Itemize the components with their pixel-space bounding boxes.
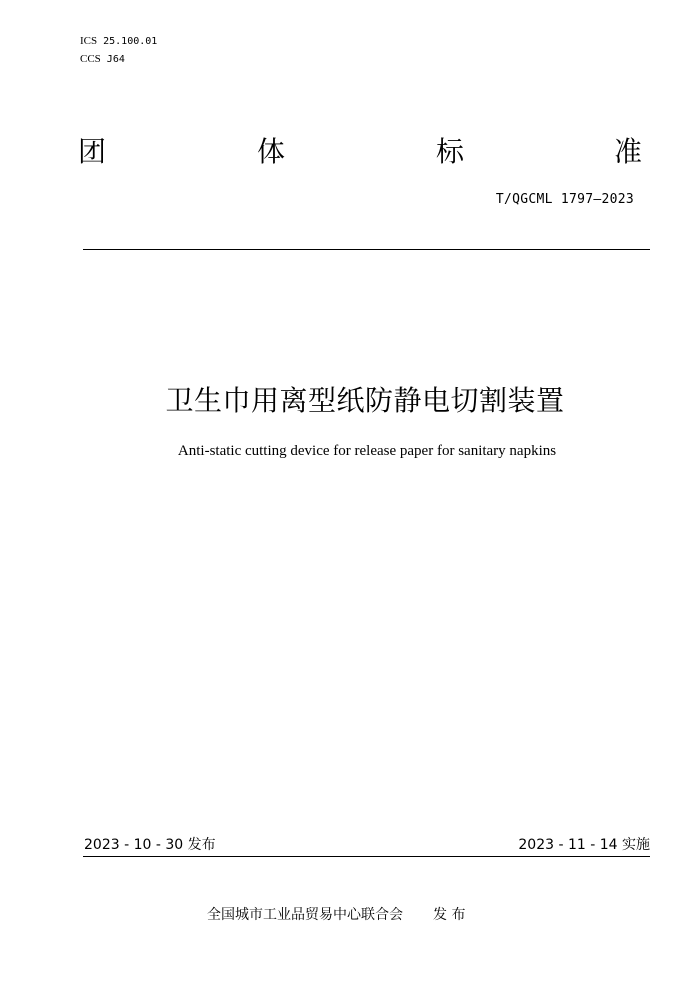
top-divider bbox=[83, 249, 650, 250]
ccs-line bbox=[80, 52, 125, 67]
standard-type-heading bbox=[0, 134, 700, 174]
standard-type-char: 团 bbox=[78, 135, 107, 168]
issuer-name: 全国城市工业品贸易中心联合会 bbox=[207, 907, 403, 923]
implement-date: 2023 - 11 - 14 实施 bbox=[518, 837, 650, 853]
ics-line bbox=[80, 34, 157, 49]
ics-label: ICS bbox=[80, 35, 98, 47]
document-title-en: Anti-static cutting device for release paper for sanitary napkins bbox=[177, 443, 557, 459]
publish-date: 2023 - 10 - 30 发布 bbox=[84, 837, 216, 853]
document-title-zh: 卫生巾用离型纸防静电切割装置 bbox=[165, 384, 565, 417]
standard-type-char: 标 bbox=[436, 135, 465, 168]
bottom-divider bbox=[83, 856, 650, 857]
standard-number: T/QGCML 1797—2023 bbox=[495, 192, 634, 207]
ccs-label: CCS bbox=[80, 53, 101, 65]
ics-code: 25.100.01 bbox=[103, 36, 158, 47]
ccs-code: J64 bbox=[106, 54, 125, 65]
standard-type-char: 体 bbox=[257, 135, 286, 168]
issuer-action: 发 布 bbox=[433, 907, 466, 923]
standard-type-char: 准 bbox=[614, 135, 643, 168]
issuer-line bbox=[207, 906, 465, 924]
